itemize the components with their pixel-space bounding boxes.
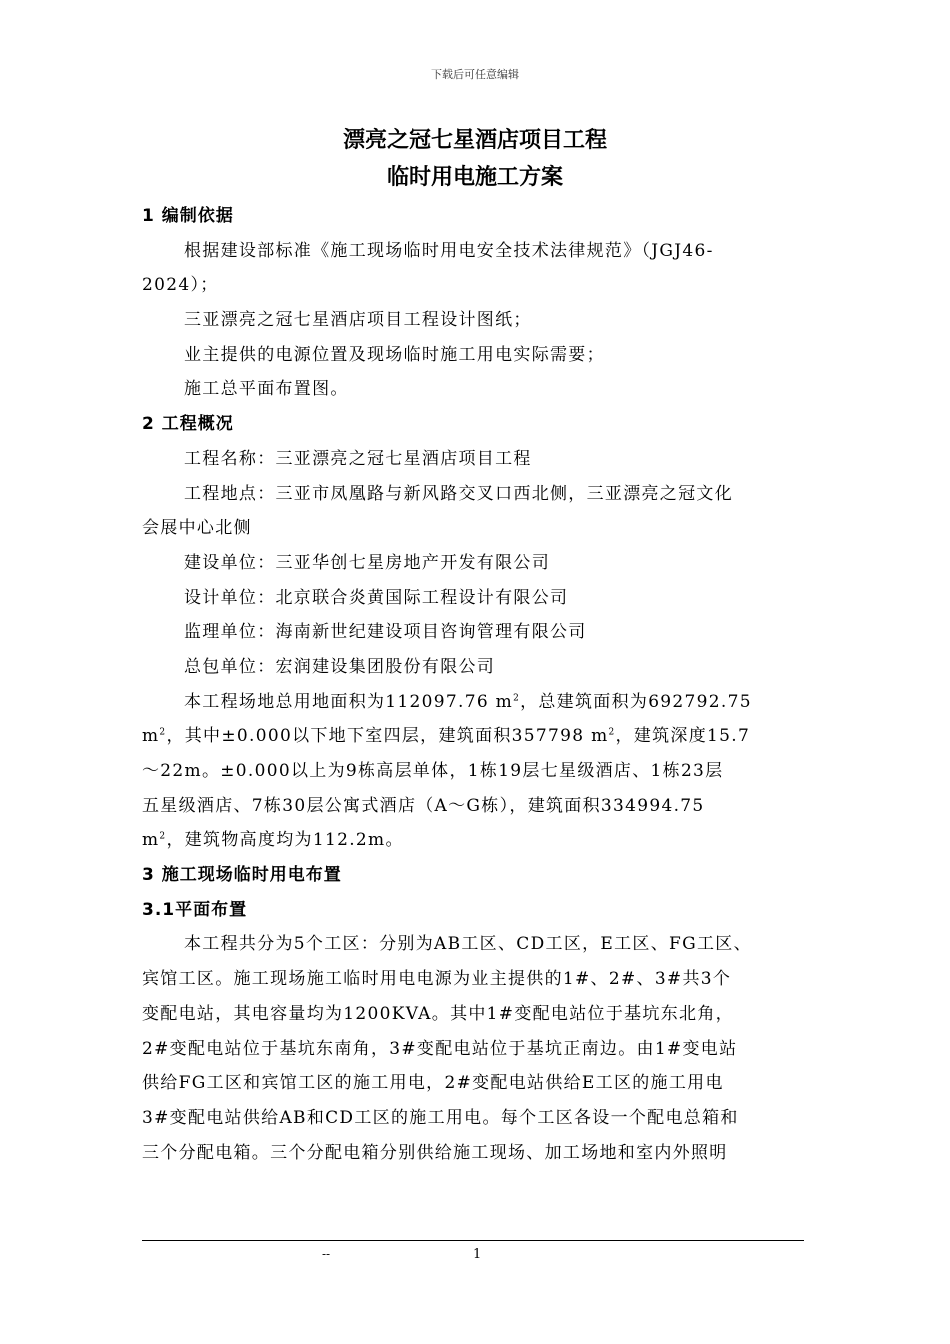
body-line: $m^2$，其中±0.000以下地下室四层，建筑面积357798 $m^2$，建筑深度15.7 <box>142 726 751 747</box>
body-line: 根据建设部标准《施工现场临时用电安全技术法律规范》（JGJ46- <box>184 240 714 261</box>
footer-dash: -- <box>322 1247 331 1261</box>
document-body <box>142 199 807 1170</box>
body-line: 三亚漂亮之冠七星酒店项目工程设计图纸； <box>184 310 532 331</box>
body-line: 供给FG工区和宾馆工区的施工用电，2#变配电站供给E工区的施工用电 <box>142 1073 724 1094</box>
footer-divider <box>142 1240 804 1241</box>
body-line: ～22m。±0.000以上为9栋高层单体，1栋19层七星级酒店、1栋23层 <box>142 761 724 781</box>
body-line: 本工程场地总用地面积为112097.76 $m^2$，总建筑面积为692792.75 <box>184 691 752 712</box>
body-line: 监理单位：海南新世纪建设项目咨询管理有限公司 <box>184 622 587 643</box>
document-subtitle: 临时用电施工方案 <box>386 165 563 190</box>
body-line: 三个分配电箱。三个分配电箱分别供给施工现场、加工场地和室内外照明 <box>142 1142 728 1163</box>
body-line: 业主提供的电源位置及现场临时施工用电实际需要； <box>184 344 605 365</box>
section-heading: 2 工程概况 <box>142 414 234 435</box>
section-heading: 1 编制依据 <box>142 206 234 226</box>
section-heading: 3 施工现场临时用电布置 <box>142 865 342 886</box>
page-number: 1 <box>473 1247 482 1262</box>
body-line: 总包单位：宏润建设集团股份有限公司 <box>184 656 496 677</box>
body-line: 变配电站，其电容量均为1200KVA。其中1#变配电站位于基坑东北角， <box>142 1003 734 1024</box>
body-line: 设计单位：北京联合炎黄国际工程设计有限公司 <box>184 587 569 608</box>
body-line: 宾馆工区。施工现场施工临时用电电源为业主提供的1#、2#、3#共3个 <box>142 969 732 990</box>
body-line: 施工总平面布置图。 <box>184 379 349 400</box>
body-line: 2#变配电站位于基坑东南角，3#变配电站位于基坑正南边。由1#变电站 <box>142 1038 738 1059</box>
page-header: 下载后可任意编辑 <box>431 68 519 81</box>
body-line: 会展中心北侧 <box>142 518 252 539</box>
section-heading: 3.1平面布置 <box>142 899 248 920</box>
body-line: 五星级酒店、7栋30层公寓式酒店（A～G栋），建筑面积334994.75 <box>142 795 705 816</box>
body-line: 建设单位：三亚华创七星房地产开发有限公司 <box>184 552 550 573</box>
body-line: 2024）； <box>142 275 219 296</box>
body-line: $m^2$，建筑物高度均为112.2m。 <box>142 830 404 851</box>
body-line: 本工程共分为5个工区：分别为AB工区、CD工区，E工区、FG工区、 <box>184 934 752 955</box>
body-line: 工程地点：三亚市凤凰路与新风路交叉口西北侧，三亚漂亮之冠文化 <box>184 483 733 504</box>
document-title: 漂亮之冠七星酒店项目工程 <box>342 128 607 153</box>
body-line: 3#变配电站供给AB和CD工区的施工用电。每个工区各设一个配电总箱和 <box>142 1107 739 1128</box>
body-line: 工程名称：三亚漂亮之冠七星酒店项目工程 <box>184 448 532 469</box>
